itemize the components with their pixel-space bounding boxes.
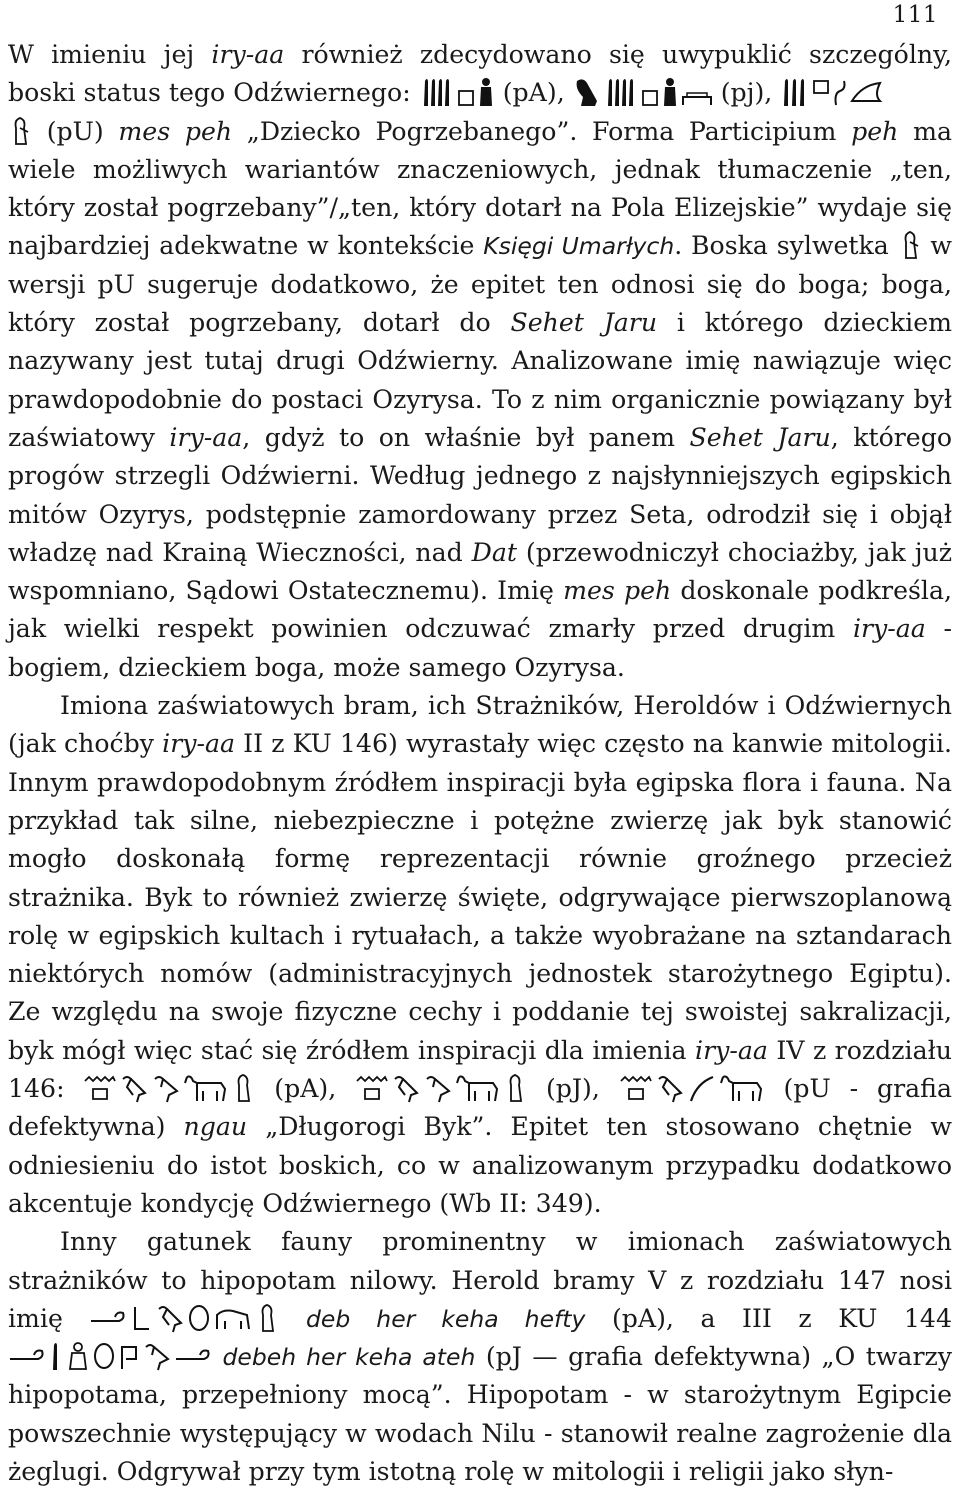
text-run — [279, 1304, 306, 1333]
vulture-hieroglyph-icon — [391, 1072, 421, 1104]
text-run: (pU - grafia defektywna) — [8, 1074, 952, 1142]
italic-term: ngau — [183, 1112, 248, 1142]
paragraph-1 — [8, 36, 952, 113]
reed-leaf-hieroglyph-icon — [48, 1340, 64, 1372]
text-run: , którego progów strzegli Odźwierni. Według jednego z najsłynniejszych egipskich mitów Ozyrys, podstępnie zamordowany przez Seta, odrodził się i objął władzę nad Krainą Wieczności, nad — [8, 422, 953, 567]
water-hieroglyph-icon — [355, 1072, 389, 1104]
god-figure-hieroglyph-icon — [8, 115, 32, 147]
reed-leaf-hieroglyph-icon — [419, 76, 455, 108]
text-run: ma wiele możliwych wariantów znaczeniowych, jednak tłumaczenie „ten, który został pogrzebany”/„ten, który dotarł na Pola Elizejskie” wydaje się najbardziej adekwatne w kontekście — [8, 116, 952, 261]
owl-hieroglyph-icon — [573, 76, 601, 108]
face-hieroglyph-icon — [92, 1340, 116, 1372]
italic-term: iry-aa — [169, 422, 243, 452]
italic-term: Sehet Jaru — [689, 422, 831, 452]
foot-hieroglyph-icon — [129, 1302, 153, 1334]
text-run: (pU) — [32, 116, 119, 146]
text-run: - bogiem, dzieckiem boga, może samego Ozyrysa. — [8, 614, 952, 682]
text-run: „Długorogi Byk”. Epitet ten stosowano chętnie w odniesieniu do istot boskich, co w analizowanym przypadku dodatkowo akcentuje kondycję Odźwiernego (Wb II: 349). — [8, 1112, 952, 1218]
text-run: (przewodniczył chociażby, jak już wspomniano, Sądowi Ostatecznemu). Imię — [8, 537, 952, 606]
hieroglyph-group-hippo-pa — [89, 1302, 279, 1334]
arm-hieroglyph-icon — [8, 1340, 46, 1372]
god-figure-hieroglyph-icon — [503, 1072, 527, 1104]
ear-hieroglyph-icon — [832, 76, 848, 108]
text-run: II z KU 146) wyrastały więc często na kanwie mitologii. Innym prawdopodobnym źródłem inspiracji była egipska flora i fauna. Na przykład tak silne, niebezpieczne i potężne zwierzę jak byk stanowić mogło doskonałą formę reprezentacji równie groźnego przecież strażnika. Byk to również zwierzę święte, odgrywające pierwszoplanową rolę w egipskich kultach i rytuałach, a także wyobrażane na sztandarach niektórych nomów (administracyjnych jednostek starożytnego Egiptu). Ze względu na swoje fizyczne cechy i poddanie tej swoistej sakralizacji, byk mógł więc stać się źródłem inspiracji dla imienia — [8, 729, 953, 1065]
water-hieroglyph-icon — [619, 1072, 653, 1104]
text-run: (pJ — grafia defektywna) „O twarzy hipopotama, przepełniony mocą”. Hipopotam - w starożytnym Egipcie powszechnie występujący w wodach Nilu - stanowił realne zagrożenie dla żeglugi. Odgrywał przy tym istotną rolę w mitologii i religii jako słyn- — [8, 1342, 952, 1486]
text-run: (pA), — [494, 78, 573, 108]
text-run: również zdecydowano się uwypuklić szczególny, boski status tego Odźwiernego: — [8, 40, 952, 108]
italic-term: mes peh — [118, 116, 233, 146]
text-run: , gdyż to on właśnie był panem — [242, 422, 690, 452]
bull-hieroglyph-icon — [455, 1072, 501, 1104]
italic-term: debeh her keha ateh — [222, 1343, 476, 1372]
text-run: . Boska sylwetka — [674, 231, 898, 261]
text-run: Imiona zaświatowych bram, ich Strażników, Heroldów i Odźwiernych (jak choćby — [8, 691, 952, 759]
text-run: w wersji pU sugeruje dodatkowo, że epitet ten odnosi się do boga; boga, który został pogrzebany, dotarł do — [8, 231, 952, 338]
reed-leaf-hieroglyph-icon — [603, 76, 639, 108]
god-figure-hieroglyph-icon — [898, 229, 922, 261]
bull-hieroglyph-icon — [183, 1072, 229, 1104]
vulture-hieroglyph-icon — [655, 1072, 685, 1104]
arm-hieroglyph-icon — [89, 1302, 127, 1334]
box-hieroglyph-icon — [457, 76, 475, 108]
body-text — [8, 36, 952, 1491]
water-hieroglyph-icon — [83, 1072, 117, 1104]
hieroglyph-group-pj — [573, 76, 713, 108]
text-run: „Dziecko Pogrzebanego”. Forma Participium — [232, 116, 852, 146]
italic-term: Dat — [471, 537, 518, 567]
box-hieroglyph-icon — [812, 76, 830, 108]
hieroglyph-group-pa — [419, 76, 495, 108]
italic-term: iry-aa — [852, 614, 926, 644]
vulture-hieroglyph-icon — [119, 1072, 149, 1104]
seated-figure-hieroglyph-icon — [661, 76, 679, 108]
text-run: doskonale podkreśla, jak wielki respekt powinien odczuwać zmarły przed drugim — [8, 576, 952, 644]
tomb-hieroglyph-icon — [681, 76, 713, 108]
italic-term: Sehet Jaru — [510, 308, 658, 338]
text-run: Inny gatunek fauny prominentny w imionach zaświatowych strażników to hipopotam nilowy. Herold bramy V z rozdziału 147 nosi imię — [8, 1227, 952, 1333]
paragraph-2 — [8, 687, 952, 1223]
page-number: 111 — [892, 2, 938, 28]
seated-figure-hieroglyph-icon — [66, 1340, 90, 1372]
hieroglyph-group-bull-pj — [355, 1072, 527, 1104]
italic-title: Księgi Umarłych — [483, 232, 675, 261]
text-run: W imieniu jej — [8, 40, 212, 69]
horn-hieroglyph-icon — [687, 1072, 717, 1104]
italic-term: iry-aa — [695, 1035, 768, 1065]
vulture-hieroglyph-icon — [155, 1302, 185, 1334]
hieroglyph-group-hippo-pj — [8, 1340, 212, 1372]
hieroglyph-group-bull-pa — [83, 1072, 255, 1104]
seated-figure-hieroglyph-icon — [477, 76, 495, 108]
paragraph-1-cont — [8, 113, 952, 687]
paragraph-3 — [8, 1223, 952, 1491]
text-run: (pj), — [712, 78, 781, 108]
italic-term: iry-aa — [162, 729, 236, 759]
hieroglyph-group-bull-pu — [619, 1072, 765, 1104]
text-run: i którego dzieckiem nazywany jest tutaj drugi Odźwierny. Analizowane imię nawiązuje więc prawdopodobnie do postaci Ozyrysa. To z nim organicznie powiązany był zaświatowy — [8, 308, 952, 452]
italic-term: mes peh — [563, 576, 672, 606]
text-run: (pA), a III z KU 144 — [585, 1303, 952, 1333]
butcher-knife-hieroglyph-icon — [850, 76, 884, 108]
bird-hieroglyph-icon — [142, 1340, 172, 1372]
reed-leaf-hieroglyph-icon — [780, 76, 810, 108]
hieroglyph-group-pu-1 — [780, 76, 884, 108]
italic-term: iry-aa — [211, 40, 285, 69]
bull-hieroglyph-icon — [719, 1072, 765, 1104]
text-run: IV z rozdziału 146: — [8, 1035, 952, 1104]
face-hieroglyph-icon — [187, 1302, 211, 1334]
box-hieroglyph-icon — [641, 76, 659, 108]
italic-term: peh — [851, 116, 899, 146]
text-run — [212, 1342, 223, 1371]
italic-term: deb her keha hefty — [306, 1304, 586, 1333]
arm-hieroglyph-icon — [174, 1340, 212, 1372]
text-run: (pA), — [255, 1074, 356, 1104]
loop-hieroglyph-icon — [118, 1340, 140, 1372]
god-figure-hieroglyph-icon — [231, 1072, 255, 1104]
bird-hieroglyph-icon — [151, 1072, 181, 1104]
text-run: (pJ), — [527, 1074, 619, 1104]
god-figure-hieroglyph-icon — [255, 1302, 279, 1334]
bird-hieroglyph-icon — [423, 1072, 453, 1104]
hippo-hieroglyph-icon — [213, 1302, 253, 1334]
